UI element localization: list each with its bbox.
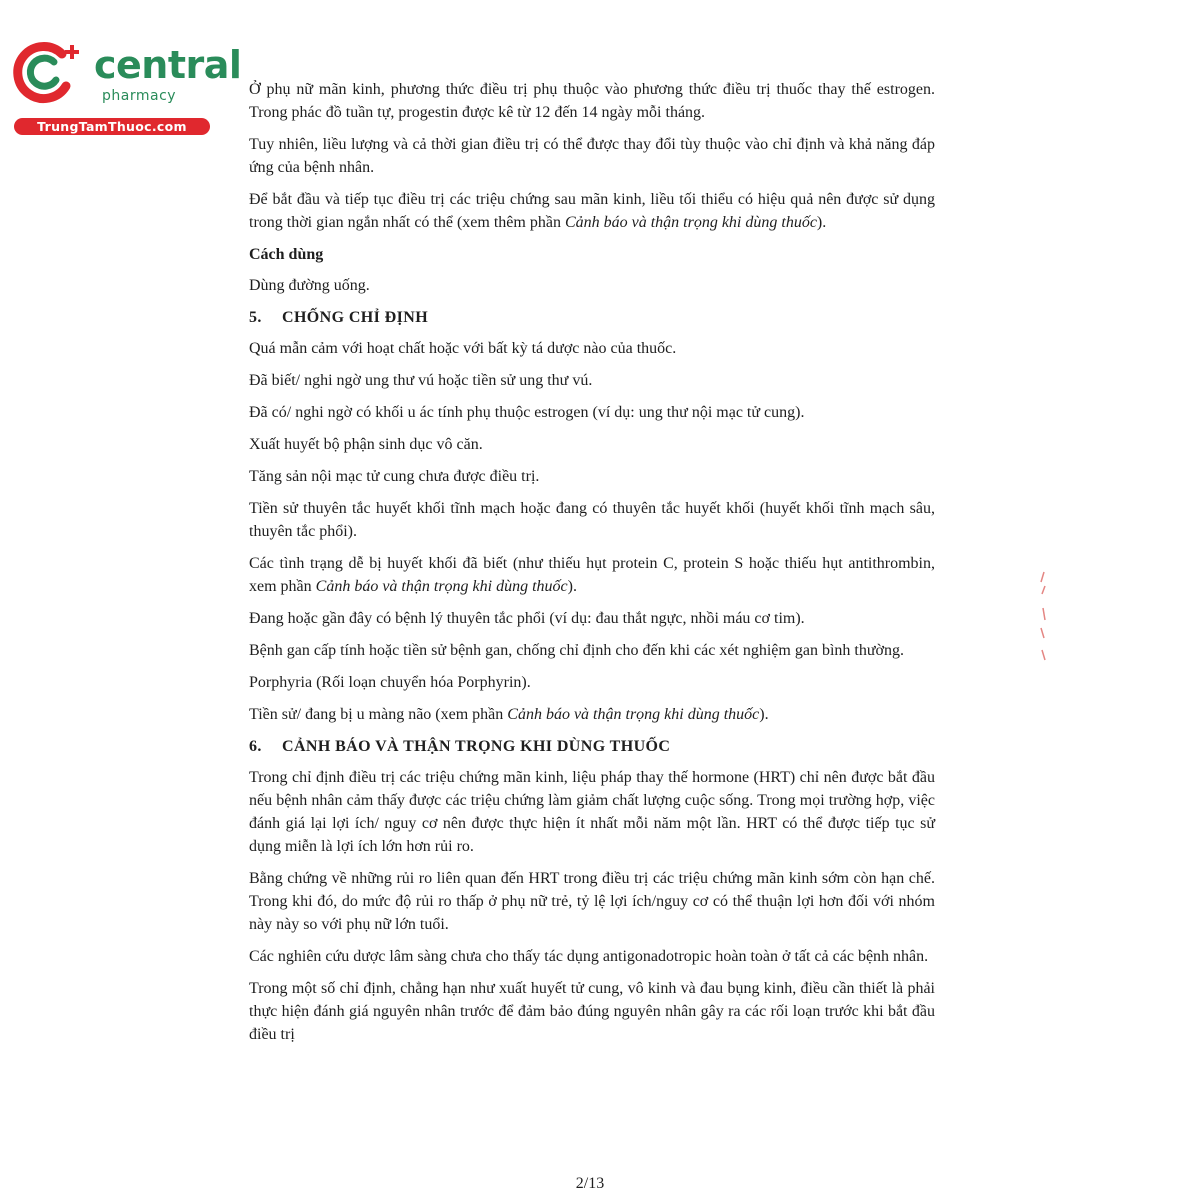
paragraph-minimum-dose-end: ).	[816, 214, 827, 231]
warning-paragraph: Trong chỉ định điều trị các triệu chứng mãn kinh, liệu pháp thay thế hormone (HRT) chỉ nên được bắt đầu nếu bệnh nhân cảm thấy được các triệu chứng làm giảm chất lượng cuộc sống. Trong mọi trường hợp, việc đánh giá lại lợi ích/ nguy cơ nên được thực hiện ít nhất mỗi năm một lần. HRT có thể được tiếp tục sử dụng miễn là lợi ích lớn hơn rủi ro.	[249, 769, 935, 855]
warning-paragraph: Bằng chứng về những rủi ro liên quan đến HRT trong điều trị các triệu chứng mãn kinh sớm còn hạn chế. Trong khi đó, do mức độ rủi ro thấp ở phụ nữ trẻ, tỷ lệ lợi ích/nguy cơ có thể thuận lợi hơn đối với nhóm này này so với phụ nữ lớn tuổi.	[249, 870, 935, 933]
logo-subtitle: pharmacy	[102, 88, 177, 104]
logo-wordmark: central	[94, 43, 242, 87]
paragraph-dosage-menopause: Ở phụ nữ mãn kinh, phương thức điều trị phụ thuộc vào phương thức điều trị thuốc thay thế estrogen. Trong phác đồ tuần tự, progestin được kê từ 12 đến 14 ngày mỗi tháng.	[249, 81, 935, 121]
contraindication-item: Porphyria (Rối loạn chuyển hóa Porphyrin).	[249, 674, 531, 691]
cross-reference-warnings: Cảnh báo và thận trọng khi dùng thuốc	[315, 578, 568, 595]
paragraph-dosage-adjustment: Tuy nhiên, liều lượng và cả thời gian điều trị có thể được thay đổi tùy thuộc vào chỉ định và khả năng đáp ứng của bệnh nhân.	[249, 136, 935, 176]
contraindication-item: Tăng sản nội mạc tử cung chưa được điều trị.	[249, 468, 540, 485]
page-number: 2/13	[575, 1175, 605, 1192]
contraindication-item: Xuất huyết bộ phận sinh dục vô căn.	[249, 436, 483, 453]
contraindication-item	[249, 703, 935, 726]
contraindication-item: Đã có/ nghi ngờ có khối u ác tính phụ thuộc estrogen (ví dụ: ung thư nội mạc tử cung).	[249, 404, 805, 421]
section-5-heading	[249, 306, 935, 329]
contraindication-item	[249, 552, 935, 598]
section-5-number: 5.	[249, 309, 262, 326]
contraindication-item: Đã biết/ nghi ngờ ung thư vú hoặc tiền sử ung thư vú.	[249, 372, 593, 389]
contraindication-item: Quá mẫn cảm với hoạt chất hoặc với bất kỳ tá dược nào của thuốc.	[249, 340, 677, 357]
warning-paragraph: Các nghiên cứu dược lâm sàng chưa cho thấy tác dụng antigonadotropic hoàn toàn ở tất cả các bệnh nhân.	[249, 948, 929, 965]
contraindication-text-end: ).	[759, 706, 769, 723]
warning-paragraph: Trong một số chỉ định, chẳng hạn như xuất huyết tử cung, vô kinh và đau bụng kinh, điều cần thiết là phải thực hiện đánh giá nguyên nhân trước để đảm bảo đúng nguyên nhân gây ra các rối loạn trước khi bắt đầu điều trị	[249, 980, 935, 1043]
central-pharmacy-logo-icon	[10, 36, 90, 106]
cross-reference-warnings: Cảnh báo và thận trọng khi dùng thuốc	[507, 706, 760, 723]
paragraph-minimum-dose-text: Để bắt đầu và tiếp tục điều trị các triệu chứng sau mãn kinh, liều tối thiểu có hiệu quả nên được sử dụng trong thời gian ngắn nhất có thể (xem thêm phần	[249, 191, 935, 231]
stamp-mark	[1036, 568, 1050, 668]
usage-text: Dùng đường uống.	[249, 277, 370, 294]
logo-website-banner: TrungTamThuoc.com	[14, 118, 210, 135]
usage-heading: Cách dùng	[249, 246, 324, 263]
contraindication-item: Đang hoặc gần đây có bệnh lý thuyên tắc phổi (ví dụ: đau thắt ngực, nhồi máu cơ tim).	[249, 610, 805, 627]
contraindication-text: Tiền sử/ đang bị u màng não (xem phần	[249, 706, 508, 723]
section-6-title: CẢNH BÁO VÀ THẬN TRỌNG KHI DÙNG THUỐC	[282, 738, 671, 755]
brand-logo	[10, 36, 242, 136]
section-5-title: CHỐNG CHỈ ĐỊNH	[282, 309, 429, 326]
contraindication-item: Bệnh gan cấp tính hoặc tiền sử bệnh gan, chống chỉ định cho đến khi các xét nghiệm gan bình thường.	[249, 642, 904, 659]
contraindication-text-end: ).	[567, 578, 577, 595]
cross-reference-warnings: Cảnh báo và thận trọng khi dùng thuốc	[564, 214, 817, 231]
paragraph-minimum-dose	[249, 188, 935, 234]
document-body	[249, 78, 935, 1055]
contraindication-text: Các tình trạng dễ bị huyết khối đã biết (như thiếu hụt protein C, protein S hoặc thiếu hụt antithrombin, xem phần	[249, 555, 935, 595]
section-6-number: 6.	[249, 738, 262, 755]
contraindication-item: Tiền sử thuyên tắc huyết khối tĩnh mạch hoặc đang có thuyên tắc huyết khối (huyết khối tĩnh mạch sâu, thuyên tắc phổi).	[249, 500, 935, 540]
section-6-heading	[249, 735, 935, 758]
